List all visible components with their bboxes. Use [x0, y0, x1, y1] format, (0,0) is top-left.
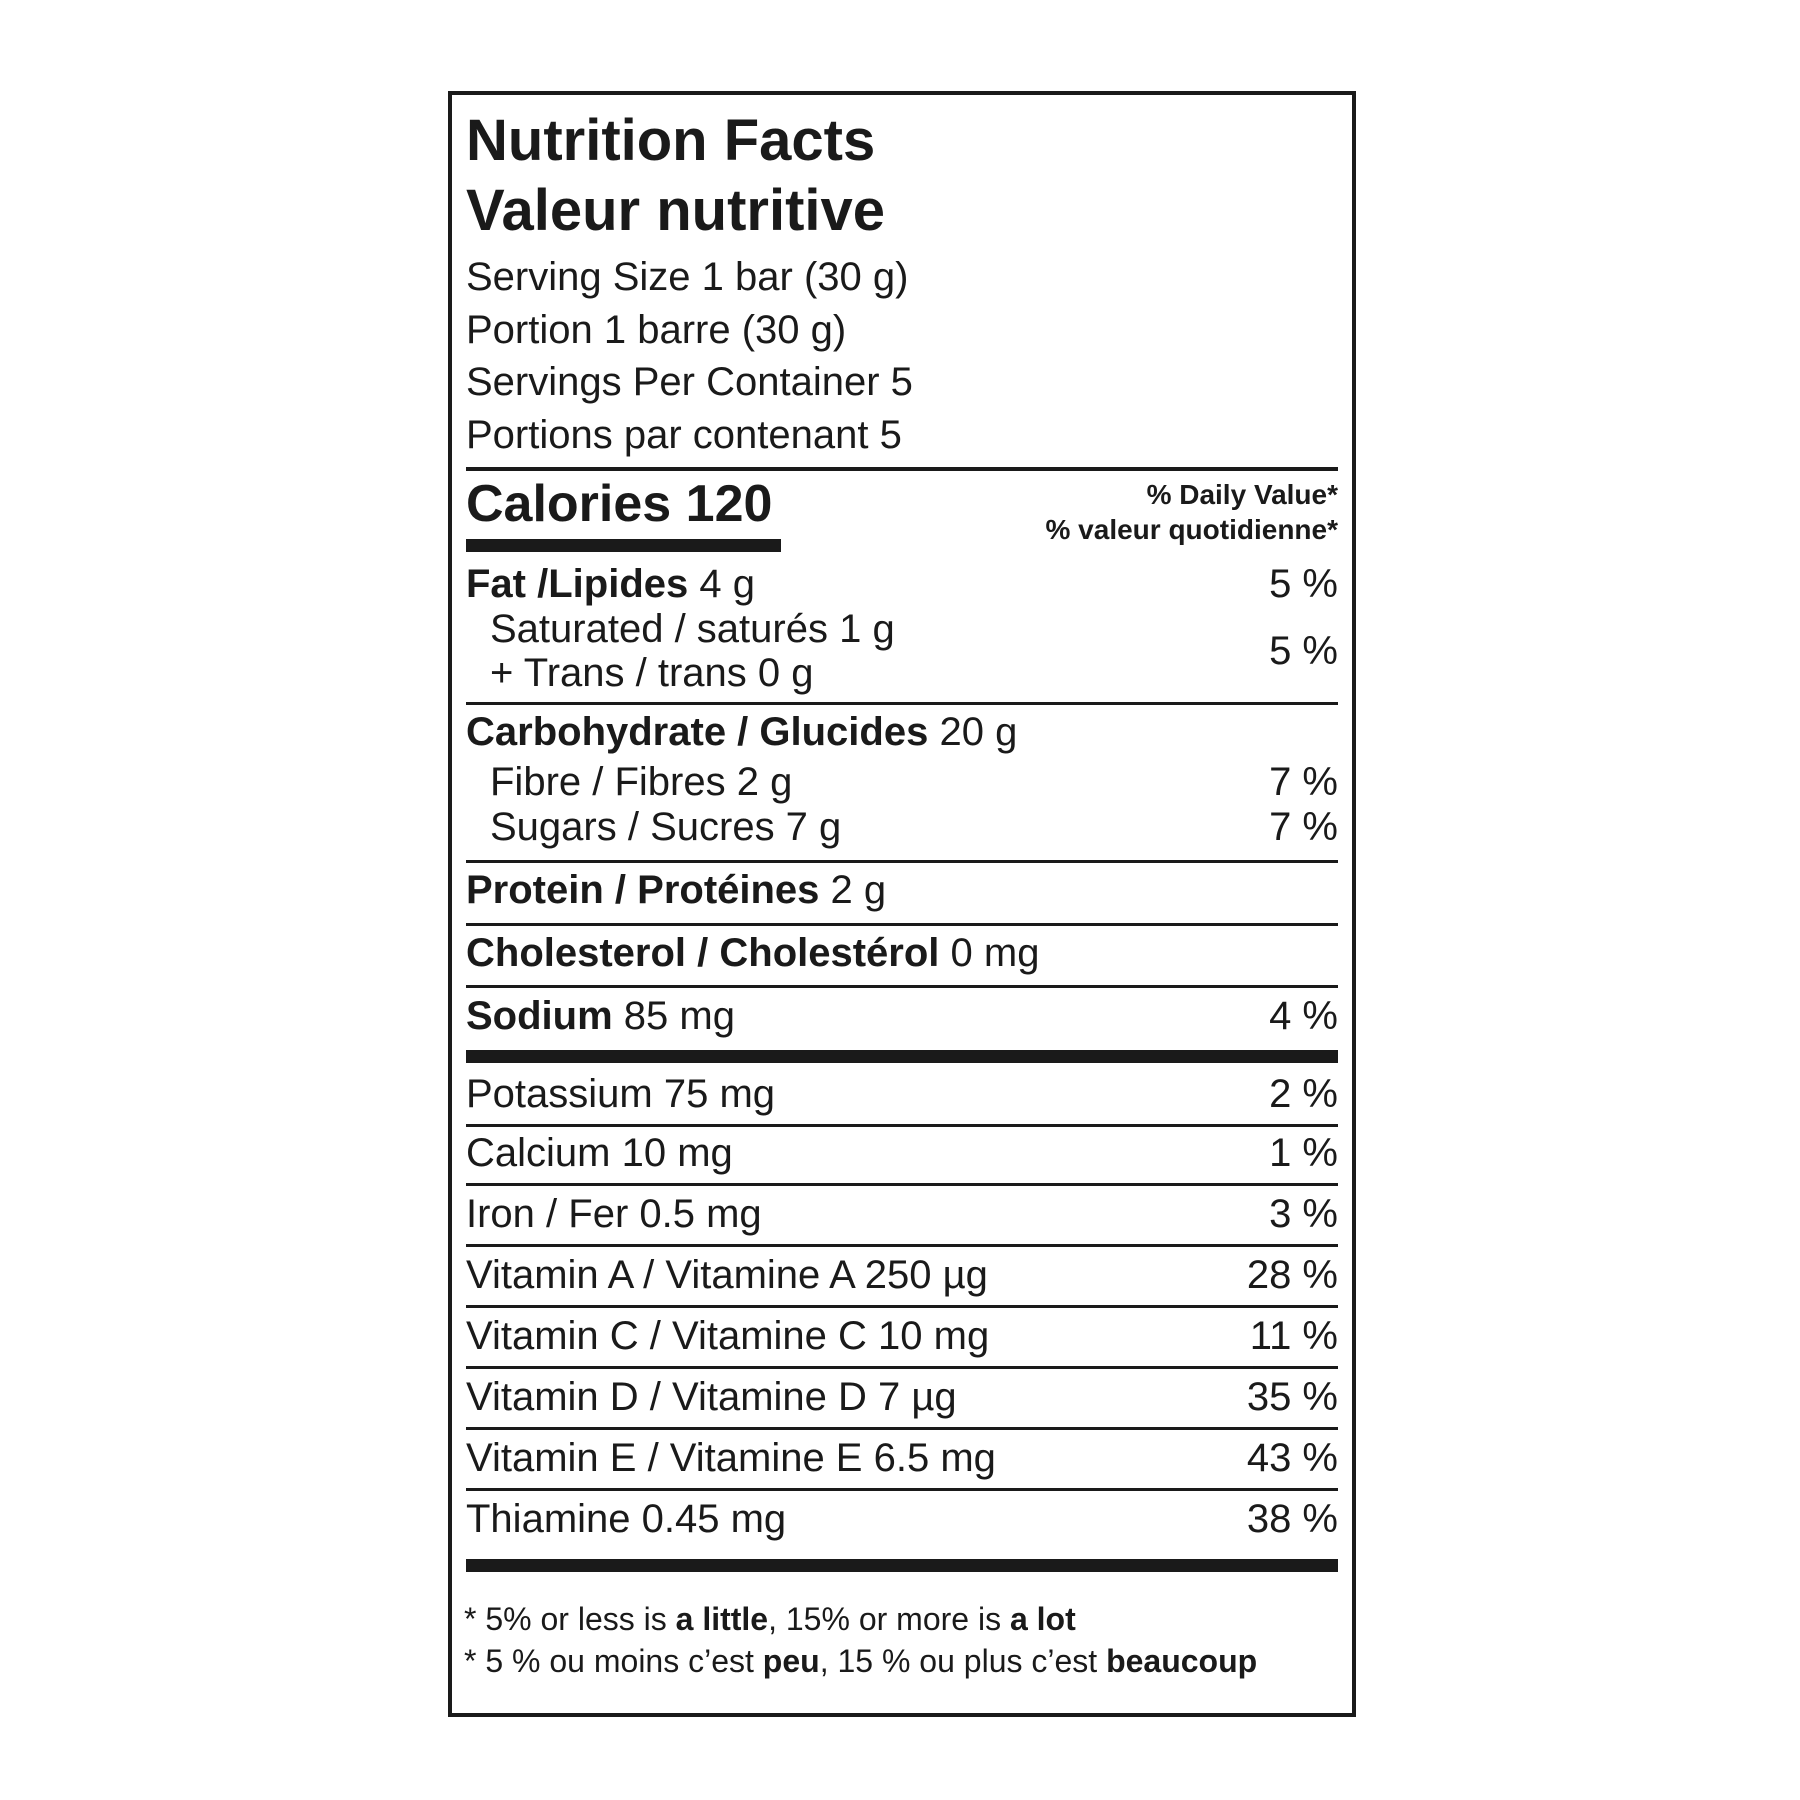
- nutrient-name: Vitamin D / Vitamine D 7 µg: [466, 1375, 957, 1419]
- micronutrient-row-thiamine: [466, 1493, 1338, 1545]
- daily-value-percent: 11 %: [1249, 1314, 1338, 1358]
- footnote-emphasis: peu: [762, 1643, 820, 1679]
- thick-divider: [466, 1050, 1338, 1063]
- footnote-text: , 15% or more is: [768, 1601, 1010, 1637]
- serving-size-french: Portion 1 barre (30 g): [466, 308, 847, 352]
- nutrient-label: Fat /Lipides: [466, 562, 689, 606]
- nutrient-amount: 85 mg: [612, 994, 735, 1038]
- micronutrient-row-iron: [466, 1188, 1338, 1240]
- divider: [466, 1244, 1338, 1247]
- nutrient-amount: 20 g: [928, 710, 1018, 754]
- micronutrient-row-vitamin-e: [466, 1432, 1338, 1484]
- title-english: Nutrition Facts: [466, 108, 876, 173]
- divider: [466, 467, 1338, 471]
- daily-value-percent: 38 %: [1246, 1497, 1338, 1541]
- footnote-english: [464, 1598, 1076, 1640]
- daily-value-percent: 1 %: [1269, 1131, 1338, 1175]
- servings-per-container-english: Servings Per Container 5: [466, 360, 913, 404]
- nutrient-name: [466, 864, 886, 916]
- footnote-text: * 5 % ou moins c’est: [464, 1643, 763, 1679]
- daily-value-percent: 3 %: [1269, 1192, 1338, 1236]
- daily-value-percent: 7 %: [1269, 760, 1338, 804]
- micronutrient-row-vitamin-a: [466, 1249, 1338, 1301]
- nutrient-row-carbohydrate: [466, 706, 1338, 758]
- micronutrient-row-calcium: [466, 1127, 1338, 1179]
- nutrient-name: Saturated / saturés 1 g: [490, 607, 895, 651]
- nutrient-row-protein: [466, 864, 1338, 916]
- nutrient-name: Vitamin A / Vitamine A 250 µg: [466, 1253, 988, 1297]
- daily-value-percent: 5 %: [1269, 629, 1338, 673]
- nutrient-name: Fibre / Fibres 2 g: [490, 760, 793, 804]
- nutrient-name: Thiamine 0.45 mg: [466, 1497, 787, 1541]
- calories-underline: [466, 539, 781, 552]
- footnote-emphasis: beaucoup: [1106, 1643, 1258, 1679]
- divider: [466, 1305, 1338, 1308]
- nutrient-label: Carbohydrate / Glucides: [466, 710, 929, 754]
- calories-label: Calories 120: [466, 475, 773, 533]
- nutrient-label: Cholesterol / Cholestérol: [466, 931, 940, 975]
- serving-size-english: Serving Size 1 bar (30 g): [466, 255, 909, 299]
- nutrient-label: Protein / Protéines: [466, 868, 820, 912]
- daily-value-header: [1046, 477, 1339, 547]
- divider: [466, 1366, 1338, 1369]
- nutrient-row-sodium: [466, 990, 1338, 1042]
- micronutrient-row-vitamin-c: [466, 1310, 1338, 1362]
- nutrient-name: + Trans / trans 0 g: [490, 651, 814, 695]
- daily-value-percent: 35 %: [1246, 1375, 1338, 1419]
- footnote-french: [464, 1640, 1257, 1682]
- daily-value-header-english: % Daily Value*: [1146, 479, 1338, 510]
- nutrient-row-cholesterol: [466, 927, 1338, 979]
- nutrient-name: Iron / Fer 0.5 mg: [466, 1192, 762, 1236]
- nutrient-name: Vitamin E / Vitamine E 6.5 mg: [466, 1436, 996, 1480]
- nutrient-name: Vitamin C / Vitamine C 10 mg: [466, 1314, 990, 1358]
- divider: [466, 702, 1338, 705]
- nutrient-name: [466, 927, 1039, 979]
- daily-value-percent: 7 %: [1269, 805, 1338, 849]
- micronutrient-row-potassium: [466, 1068, 1338, 1120]
- divider: [466, 1488, 1338, 1491]
- servings-per-container-french: Portions par contenant 5: [466, 413, 902, 457]
- nutrient-row-sugars: [466, 801, 1338, 853]
- footnote-emphasis: a lot: [1009, 1601, 1076, 1637]
- daily-value-header-french: % valeur quotidienne*: [1045, 514, 1338, 545]
- saturated-trans-daily-value: [466, 625, 1338, 677]
- nutrient-name: Calcium 10 mg: [466, 1131, 733, 1175]
- title-french: Valeur nutritive: [466, 178, 886, 243]
- divider: [466, 1427, 1338, 1430]
- divider: [466, 985, 1338, 988]
- footnote-text: , 15 % ou plus c’est: [819, 1643, 1107, 1679]
- daily-value-percent: 2 %: [1269, 1072, 1338, 1116]
- nutrient-amount: 4 g: [688, 562, 755, 606]
- micronutrient-row-vitamin-d: [466, 1371, 1338, 1423]
- divider: [466, 1183, 1338, 1186]
- nutrient-name: [466, 990, 735, 1042]
- daily-value-percent: 5 %: [1269, 562, 1338, 606]
- daily-value-percent: 43 %: [1246, 1436, 1338, 1480]
- footnote-emphasis: a little: [675, 1601, 769, 1637]
- nutrient-name: [466, 706, 1017, 758]
- nutrient-label: Sodium: [466, 994, 613, 1038]
- nutrient-name: Potassium 75 mg: [466, 1072, 776, 1116]
- nutrient-name: Sugars / Sucres 7 g: [490, 805, 842, 849]
- divider: [466, 860, 1338, 863]
- thick-divider: [466, 1559, 1338, 1572]
- nutrient-amount: 2 g: [819, 868, 887, 912]
- footnote-text: * 5% or less is: [464, 1601, 676, 1637]
- nutrient-amount: 0 mg: [939, 931, 1040, 975]
- divider: [466, 923, 1338, 926]
- daily-value-percent: 4 %: [1269, 994, 1338, 1038]
- daily-value-percent: 28 %: [1246, 1253, 1338, 1297]
